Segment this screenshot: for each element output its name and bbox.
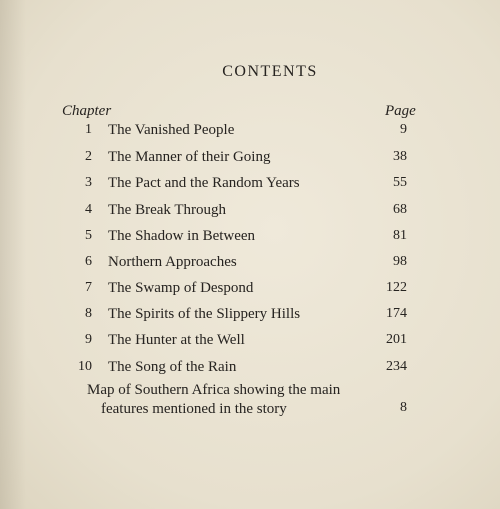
chapter-title: The Spirits of the Slippery Hills <box>108 306 301 322</box>
map-entry-line-2: features mentioned in the story <box>101 401 287 417</box>
toc-entry <box>0 146 500 168</box>
chapter-title: The Shadow in Between <box>108 228 256 244</box>
chapter-number: 8 <box>85 306 92 321</box>
page-number: 68 <box>393 202 407 217</box>
toc-entry <box>0 251 500 273</box>
map-entry-line-1: Map of Southern Africa showing the main <box>87 382 341 398</box>
toc-entry <box>0 277 500 299</box>
toc-entry <box>0 225 500 247</box>
map-entry <box>87 381 387 419</box>
contents-heading: CONTENTS <box>222 63 318 80</box>
page-number: 201 <box>386 332 407 347</box>
chapter-number: 4 <box>85 202 92 217</box>
chapter-title: The Hunter at the Well <box>108 332 245 348</box>
chapter-number: 1 <box>85 122 92 137</box>
toc-entry <box>0 119 500 141</box>
page-number: 98 <box>393 254 407 269</box>
page-number: 81 <box>393 228 407 243</box>
toc-entry <box>0 199 500 221</box>
chapter-number: 5 <box>85 228 92 243</box>
chapter-title: The Song of the Rain <box>108 359 237 375</box>
page-column-header: Page <box>385 103 416 119</box>
page-number: 9 <box>400 122 407 137</box>
page-number: 122 <box>386 280 407 295</box>
toc-entry <box>0 329 500 351</box>
chapter-number: 7 <box>85 280 92 295</box>
chapter-title: The Pact and the Random Years <box>108 175 300 191</box>
page-number: 174 <box>386 306 407 321</box>
chapter-number: 3 <box>85 175 92 190</box>
chapter-title: The Manner of their Going <box>108 149 271 165</box>
chapter-number: 10 <box>78 359 92 374</box>
page-number: 234 <box>386 359 407 374</box>
chapter-title: Northern Approaches <box>108 254 237 270</box>
chapter-number: 2 <box>85 149 92 164</box>
page-number: 55 <box>393 175 407 190</box>
chapter-number: 6 <box>85 254 92 269</box>
chapter-title: The Vanished People <box>108 122 235 138</box>
chapter-title: The Swamp of Despond <box>108 280 254 296</box>
toc-entry <box>0 303 500 325</box>
toc-entry <box>0 356 500 378</box>
page-number: 38 <box>393 149 407 164</box>
map-page-number: 8 <box>400 400 407 415</box>
toc-entry <box>0 172 500 194</box>
chapter-title: The Break Through <box>108 202 227 218</box>
chapter-column-header: Chapter <box>62 103 112 119</box>
chapter-number: 9 <box>85 332 92 347</box>
